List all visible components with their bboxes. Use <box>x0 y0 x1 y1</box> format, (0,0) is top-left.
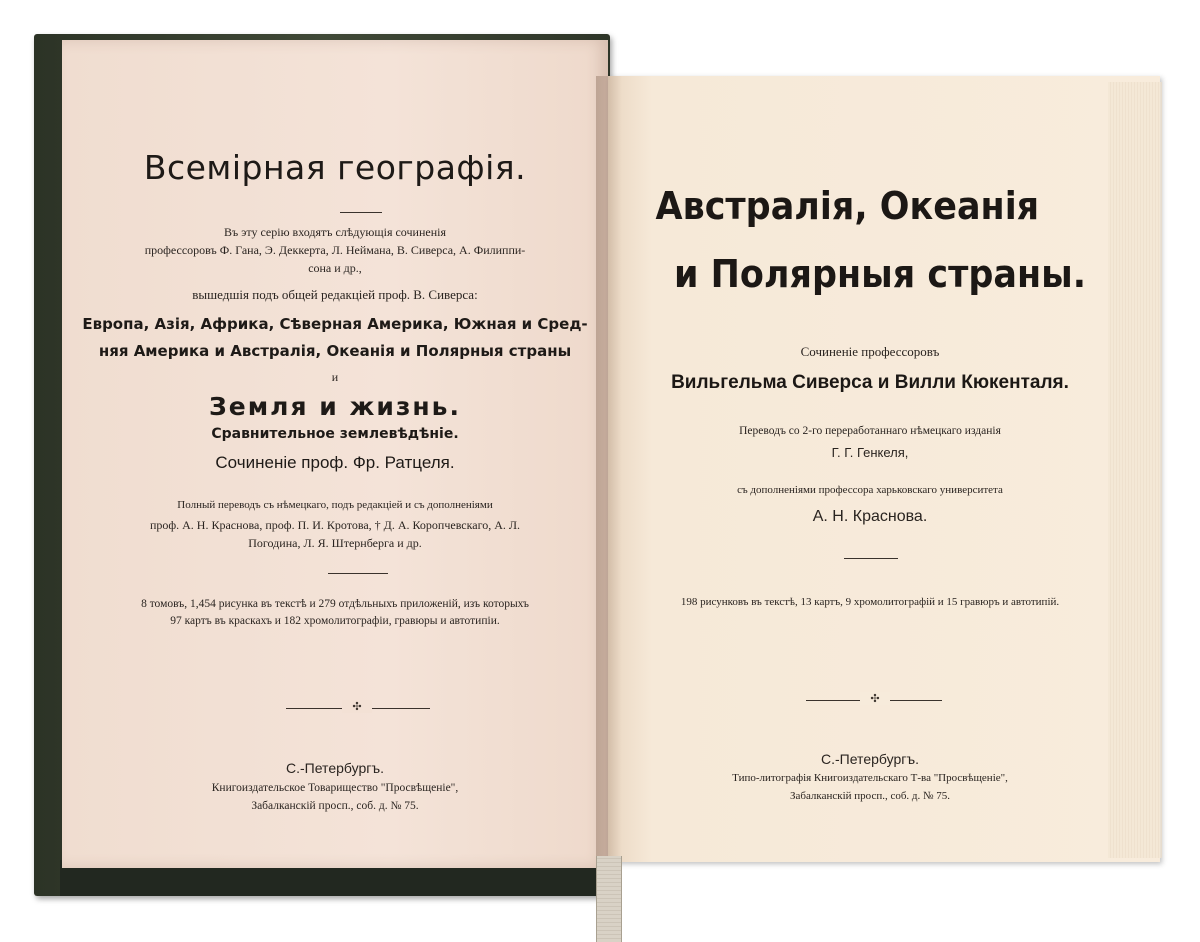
work-title: Земля и жизнь. <box>209 392 461 421</box>
city: С.-Петербургъ. <box>286 760 384 776</box>
work-subtitle: Сравнительное землевѣдѣнiе. <box>211 426 459 442</box>
book-stats: 198 рисунковъ въ текстѣ, 13 картъ, 9 хромолитографiй и 15 гравюръ и автотипiй. <box>680 596 1060 608</box>
intro-line-2: профессоровъ Ф. Гана, Э. Деккерта, Л. Неймана, В. Сиверса, А. Филиппи- <box>144 243 526 257</box>
work-author: Сочиненiе проф. Фр. Ратцеля. <box>215 453 455 472</box>
middle-rule <box>328 573 388 574</box>
title-rule <box>340 212 382 213</box>
translation-line-1: Полный переводъ съ нѣмецкаго, подъ редакцiей и съ дополненiями <box>177 499 493 511</box>
book-authors: Вильгельма Сиверса и Вилли Кюкенталя. <box>671 372 1069 393</box>
additions-author: А. Н. Краснова. <box>812 508 928 525</box>
additions-intro: съ дополненiями профессора харьковскаго университета <box>737 484 1003 496</box>
right-middle-rule <box>844 558 898 559</box>
stats-line-1: 8 томовъ, 1,454 рисунка въ текстѣ и 279 отдѣльныхъ приложенiй, изъ которыхъ <box>141 598 529 610</box>
translation-line-3: Погодина, Л. Я. Штернберга и др. <box>248 536 422 550</box>
intro-line-3: сона и др., <box>308 261 362 275</box>
stats-line-2: 97 картъ въ краскахъ и 182 хромолитографiи, гравюры и автотипiи. <box>170 615 500 627</box>
bookmark-ribbon <box>596 856 622 942</box>
series-title: Всемiрная географiя. <box>143 148 527 187</box>
address: Забалканскiй просп., соб. д. № 75. <box>251 800 419 812</box>
right-publisher: Типо-литографiя Книгоиздательскаго Т-ва "Просвѣщенiе", <box>732 772 1008 784</box>
right-ornament-icon: ✣ <box>860 692 890 705</box>
book-title-line-1: Австралiя, Океанiя <box>655 184 1040 228</box>
byline-intro: Сочиненiе профессоровъ <box>800 344 940 359</box>
conjunction: и <box>331 370 339 384</box>
right-city: С.-Петербургъ. <box>821 751 919 767</box>
translator: Г. Г. Генкеля, <box>831 445 909 460</box>
publisher: Книгоиздательское Товарищество "Просвѣщенiе", <box>211 782 459 794</box>
translation-line-2: проф. А. Н. Краснова, проф. П. И. Кротова, † Д. А. Коропчевскаго, А. Л. <box>149 518 521 532</box>
book-title-line-2: и Полярныя страны. <box>673 252 1087 296</box>
editor-line: вышедшiя подъ общей редакцiей проф. В. Сиверса: <box>192 287 478 302</box>
volumes-line-2: няя Америка и Австралiя, Океанiя и Полярныя страны <box>98 342 572 360</box>
translation-intro: Переводъ со 2-го переработаннаго нѣмецкаго изданiя <box>739 425 1001 437</box>
intro-line-1: Въ эту серiю входятъ слѣдующiя сочиненiя <box>224 225 446 239</box>
page-block-edge <box>1108 82 1162 858</box>
volumes-line-1: Европа, Азiя, Африка, Сѣверная Америка, Южная и Сред- <box>82 315 588 333</box>
right-address: Забалканскiй просп., соб. д. № 75. <box>789 790 951 802</box>
ornament-icon: ✣ <box>342 700 372 713</box>
